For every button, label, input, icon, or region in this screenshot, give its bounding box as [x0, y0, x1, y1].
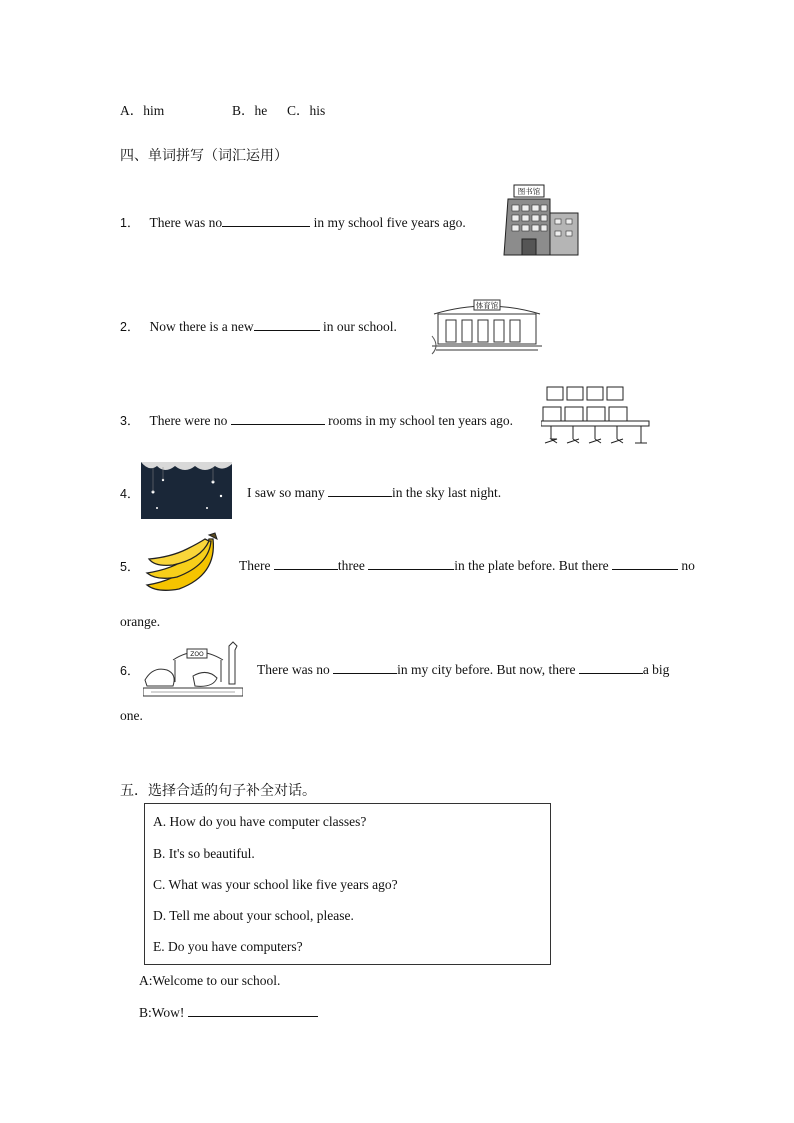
section4-heading: 四、单词拼写（词汇运用）: [120, 148, 288, 164]
answer-blank[interactable]: [333, 661, 397, 674]
question-number: 4．: [120, 487, 140, 501]
option-b: B．he: [232, 103, 268, 118]
option-c-sentence: C. What was your school like five years ago?: [153, 877, 398, 892]
library-picture: [500, 183, 582, 259]
question-text: There: [239, 558, 274, 573]
question-5-continued: orange.: [120, 614, 161, 629]
gym-picture: [430, 296, 544, 356]
question-text: There was no: [149, 215, 223, 230]
question-4: [247, 484, 501, 501]
answer-blank[interactable]: [222, 214, 310, 227]
answer-blank[interactable]: [188, 1004, 318, 1017]
option-c: C．his: [287, 103, 326, 118]
answer-blank[interactable]: [254, 318, 320, 331]
answer-blank[interactable]: [368, 557, 454, 570]
answer-blank[interactable]: [612, 557, 678, 570]
question-number: 5．: [120, 560, 140, 574]
gym-sign: 体育馆: [475, 301, 499, 310]
question-text: a big: [642, 662, 670, 677]
option-b-sentence: B. It's so beautiful.: [153, 846, 255, 861]
question-number: 1．: [120, 216, 140, 230]
question-text: Now there is a new: [149, 319, 254, 334]
option-a-sentence: A. How do you have computer classes?: [153, 814, 367, 829]
question-text: There was no: [257, 662, 334, 677]
dialogue-text: B:Wow!: [139, 1005, 188, 1020]
dialogue-line-b1: [139, 1004, 318, 1021]
option-a: A．him: [120, 103, 165, 118]
question-text: in my school five years ago.: [310, 215, 466, 230]
question-text: in my city before. But now, there: [397, 662, 579, 677]
question-number: 2．: [120, 320, 140, 334]
answer-blank[interactable]: [579, 661, 643, 674]
section5-heading: 五．选择合适的句子补全对话。: [120, 783, 316, 799]
question-3: [120, 411, 513, 429]
computer-room-picture: [541, 383, 653, 447]
answer-blank[interactable]: [274, 557, 338, 570]
question-6: [257, 661, 669, 678]
question-text: no: [678, 558, 695, 573]
option-e-sentence: E. Do you have computers?: [153, 939, 303, 954]
question-5: [239, 557, 695, 574]
question-number: 3．: [120, 414, 140, 428]
library-sign: 图书馆: [517, 187, 541, 196]
answer-blank[interactable]: [328, 484, 392, 497]
question-text: three: [337, 558, 369, 573]
question-text: There were no: [149, 413, 231, 428]
question-text: in the plate before. But there: [454, 558, 613, 573]
question-2: [120, 317, 397, 335]
zoo-picture: [143, 640, 243, 698]
question-text: in our school.: [319, 319, 397, 334]
option-d-sentence: D. Tell me about your school, please.: [153, 908, 354, 923]
question-number: 6．: [120, 664, 140, 678]
question-text: I saw so many: [247, 485, 328, 500]
dialogue-line-a1: A:Welcome to our school.: [139, 973, 281, 988]
question-1: [120, 213, 466, 231]
banana-picture: [143, 531, 221, 595]
answer-blank[interactable]: [231, 412, 325, 425]
question-text: in the sky last night.: [392, 485, 502, 500]
question-text: rooms in my school ten years ago.: [324, 413, 514, 428]
question-6-continued: one.: [120, 708, 143, 723]
zoo-sign: ZOO: [190, 651, 204, 658]
night-sky-picture: [141, 462, 232, 519]
